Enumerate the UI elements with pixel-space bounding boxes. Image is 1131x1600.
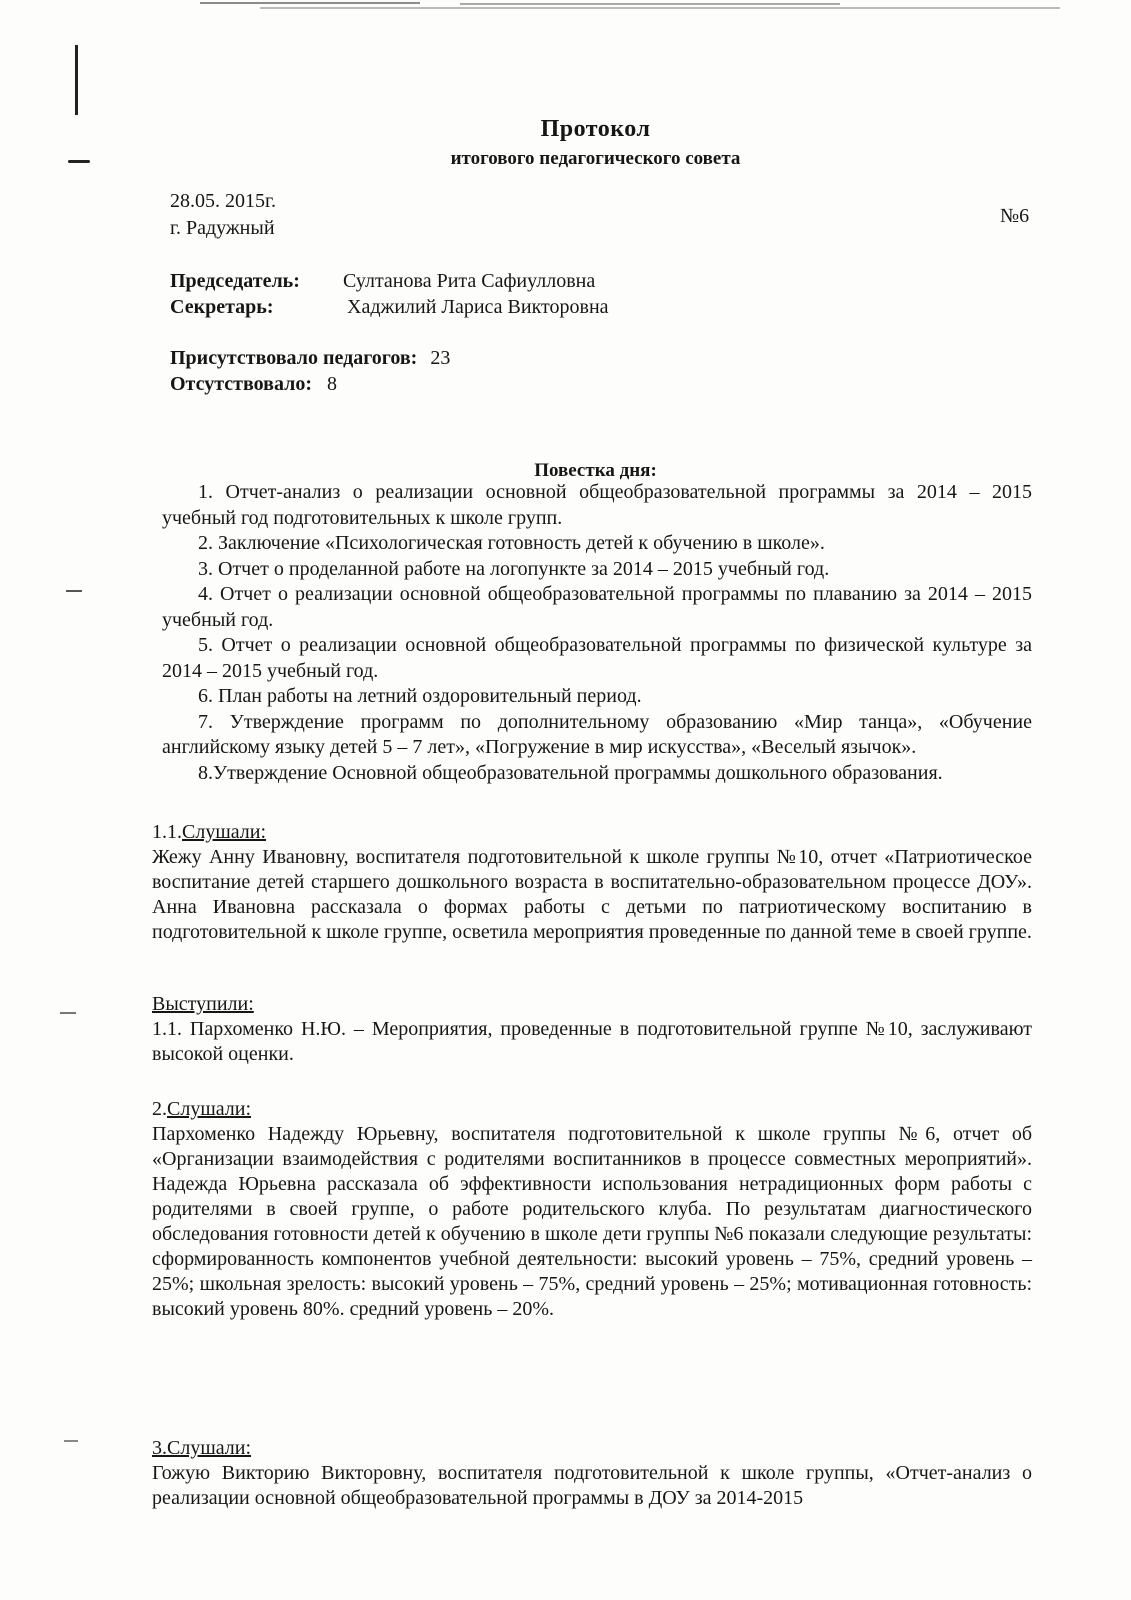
section-heard-2 xyxy=(152,1097,1032,1322)
section-text: Жежу Анну Ивановну, воспитателя подготовительной к школе группы №10, отчет «Патриотическое воспитание детей старшего дошкольного возраста в воспитательно-образовательном процессе ДОУ». Анна Ивановна рассказала о формах работы с детьми по патриотическому воспитанию в подготовительной к школе группе, осветила мероприятия проведенные по данной теме в своей группе. xyxy=(152,846,1032,943)
section-heading-row xyxy=(152,992,1032,1017)
secretary-label: Секретарь: xyxy=(170,296,274,318)
agenda-item: 8.Утверждение Основной общеобразовательной программы дошкольного образования. xyxy=(198,761,943,784)
secretary-row xyxy=(170,296,609,319)
agenda-item: 6. План работы на летний оздоровительный период. xyxy=(198,685,642,707)
document-title: Протокол xyxy=(540,116,651,142)
agenda-item: 7. Утверждение программ по дополнительному образованию «Мир танца», «Обучение английскому языку детей 5 – 7 лет», «Погружение в мир искусства», «Веселый язычок». xyxy=(162,710,1032,758)
agenda-item: 4. Отчет о реализации основной общеобразовательной программы по плаванию за 2014 – 2015 учебный год. xyxy=(162,583,1032,631)
absent-label: Отсутствовало: xyxy=(170,373,313,395)
chair-row xyxy=(170,270,595,293)
section-heading: Слушали: xyxy=(182,821,267,843)
absent-row xyxy=(170,373,337,396)
document-date: 28.05. 2015г. xyxy=(170,190,276,212)
section-heading: 3.Слушали: xyxy=(152,1437,252,1459)
chair-label: Председатель: xyxy=(170,270,300,292)
scan-mark-dash xyxy=(60,1012,76,1014)
absent-value: 8 xyxy=(327,373,338,395)
section-heading-row xyxy=(152,1097,1032,1122)
agenda-list xyxy=(162,480,1032,786)
present-value: 23 xyxy=(430,347,451,369)
agenda-item: 1. Отчет-анализ о реализации основной общеобразовательной программы за 2014 – 2015 учебный год подготовительных к школе групп. xyxy=(162,481,1032,529)
section-heard-3 xyxy=(152,1436,1032,1511)
agenda-title: Повестка дня: xyxy=(534,460,657,481)
section-heading: Слушали: xyxy=(167,1098,252,1120)
present-row xyxy=(170,347,450,370)
document-subtitle: итогового педагогического совета xyxy=(450,148,741,169)
chair-name: Султанова Рита Сафиулловна xyxy=(343,270,596,292)
section-heading-row xyxy=(152,820,1032,845)
section-heading-row xyxy=(152,1436,1032,1461)
agenda-item: 2. Заключение «Психологическая готовность детей к обучению в школе». xyxy=(198,532,825,554)
scan-edge-lines xyxy=(200,0,1060,12)
scan-mark-dash xyxy=(64,1440,78,1442)
section-text: Пархоменко Надежду Юрьевну, воспитателя подготовительной к школе группы №6, отчет об «Организации взаимодействия с родителями воспитанников в процессе совместных мероприятий». Надежда Юрьевна рассказала об эффективности использования нетрадиционных форм работы с родителями в своей группе, о работе родительского клуба. По результатам диагностического обследования готовности детей к обучению в школе дети группы №6 показали следующие результаты: сформированность компонентов учебной деятельности: высокий уровень – 75%, средний уровень – 25%; школьная зрелость: высокий уровень – 75%, средний уровень – 25%; мотивационная готовность: высокий уровень 80%. средний уровень – 20%. xyxy=(152,1123,1032,1320)
agenda-item: 3. Отчет о проделанной работе на логопункте за 2014 – 2015 учебный год. xyxy=(198,557,830,580)
section-spoke xyxy=(152,992,1032,1067)
section-text: 1.1. Пархоменко Н.Ю. – Мероприятия, проведенные в подготовительной группе №10, заслуживают высокой оценки. xyxy=(152,1018,1032,1065)
scan-mark-dash xyxy=(66,590,82,592)
protocol-number: №6 xyxy=(1000,205,1030,227)
present-label: Присутствовало педагогов: xyxy=(170,347,418,369)
section-heard-1 xyxy=(152,820,1032,945)
document-city: г. Радужный xyxy=(170,217,275,239)
agenda-item: 5. Отчет о реализации основной общеобразовательной программы по физической культуре за 2014 – 2015 учебный год. xyxy=(162,634,1032,682)
secretary-name: Хаджилий Лариса Викторовна xyxy=(347,296,609,318)
section-number: 1.1. xyxy=(152,821,182,843)
section-text: Гожую Викторию Викторовну, воспитателя подготовительной к школе группы, «Отчет-анализ о реализации основной общеобразовательной программы в ДОУ за 2014-2015 xyxy=(152,1462,1032,1509)
section-number: 2. xyxy=(152,1098,167,1120)
scan-mark-vertical xyxy=(75,45,78,115)
section-heading: Выступили: xyxy=(152,993,254,1015)
